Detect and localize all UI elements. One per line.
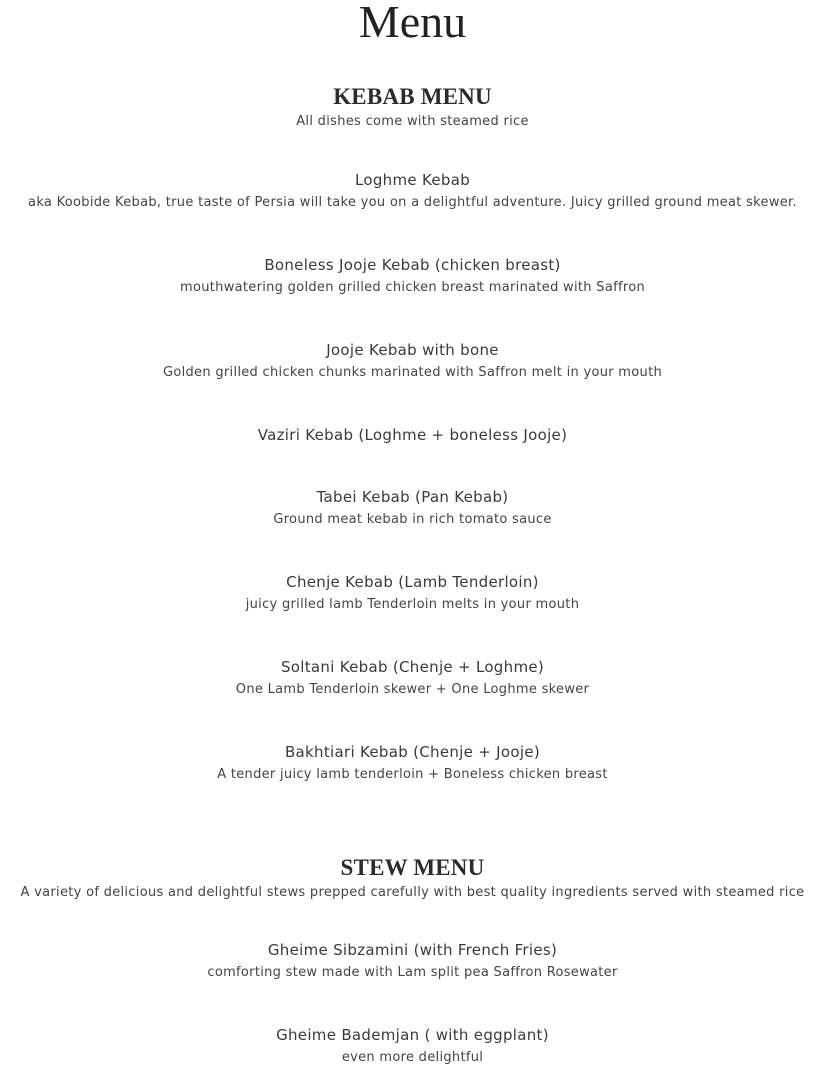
menu-item-jooje-kebab-with-bone <box>0 340 825 382</box>
menu-item-soltani-kebab <box>0 657 825 699</box>
stew-section-subtitle: A variety of delicious and delightful stews prepped carefully with best quality ingredients served with steamed rice <box>20 885 805 900</box>
kebab-section-title: KEBAB MENU <box>333 84 492 109</box>
menu-item-chenje-kebab <box>0 572 825 614</box>
menu-item-boneless-jooje-kebab <box>0 255 825 297</box>
kebab-section-subtitle: All dishes come with steamed rice <box>296 114 529 129</box>
menu-item-name: Bakhtiari Kebab (Chenje + Jooje) <box>284 743 541 761</box>
menu-item-description: mouthwatering golden grilled chicken breast marinated with Saffron <box>180 280 645 295</box>
menu-item-gheime-sibzamini <box>0 940 825 982</box>
menu-item-name: Jooje Kebab with bone <box>326 341 499 359</box>
menu-item-gheime-bademjan <box>0 1025 825 1067</box>
menu-item-name: Vaziri Kebab (Loghme + boneless Jooje) <box>257 426 568 444</box>
menu-item-name: Gheime Bademjan ( with eggplant) <box>276 1026 549 1044</box>
menu-item-description: One Lamb Tenderloin skewer + One Loghme skewer <box>235 682 590 697</box>
menu-item-name: Boneless Jooje Kebab (chicken breast) <box>264 256 561 274</box>
menu-item-bakhtiari-kebab <box>0 742 825 784</box>
stew-section-title: STEW MENU <box>340 855 485 880</box>
menu-item-description: comforting stew made with Lam split pea Saffron Rosewater <box>207 965 618 980</box>
menu-item-name: Soltani Kebab (Chenje + Loghme) <box>280 658 545 676</box>
menu-item-name: Chenje Kebab (Lamb Tenderloin) <box>286 573 539 591</box>
menu-item-description: juicy grilled lamb Tenderloin melts in your mouth <box>245 597 580 612</box>
menu-item-name: Gheime Sibzamini (with French Fries) <box>267 941 558 959</box>
menu-item-description: A tender juicy lamb tenderloin + Boneless chicken breast <box>217 767 608 782</box>
menu-item-vaziri-kebab <box>0 425 825 445</box>
menu-item-description: even more delightful <box>341 1050 484 1065</box>
menu-item-description: Ground meat kebab in rich tomato sauce <box>273 512 552 527</box>
menu-item-tabei-kebab <box>0 487 825 529</box>
page-title: Menu <box>358 0 467 47</box>
menu-item-description: Golden grilled chicken chunks marinated with Saffron melt in your mouth <box>162 365 663 380</box>
menu-item-loghme-kebab <box>0 170 825 212</box>
menu-item-name: Tabei Kebab (Pan Kebab) <box>316 488 509 506</box>
menu-item-name: Loghme Kebab <box>354 171 471 189</box>
menu-item-description: aka Koobide Kebab, true taste of Persia will take you on a delightful adventure. Juicy grilled ground meat skewer. <box>28 195 797 210</box>
